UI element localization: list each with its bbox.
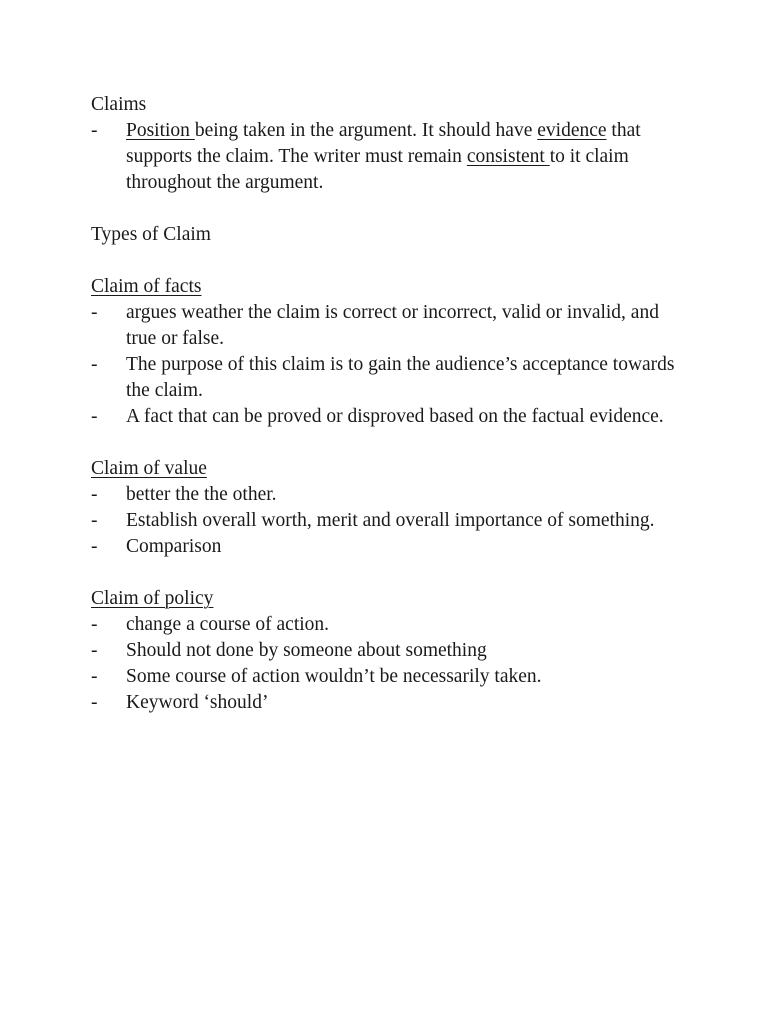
claims-text-1: being taken in the argument. It should have (194, 120, 538, 141)
types-heading: Types of Claim (91, 224, 211, 245)
list-item-text: change a course of action. (126, 614, 330, 635)
spacer (91, 196, 691, 222)
section-heading-value: Claim of value (91, 458, 207, 479)
value-list (91, 482, 691, 560)
list-item (91, 508, 691, 534)
list-item-text: argues weather the claim is correct or incorrect, valid or invalid, and true or false. (126, 302, 659, 349)
bullet-dash: - (91, 120, 98, 141)
list-item-text: Keyword ‘should’ (126, 692, 269, 713)
list-item (91, 404, 691, 430)
section-heading-policy: Claim of policy (91, 588, 214, 609)
list-item (91, 612, 691, 638)
list-item-text: The purpose of this claim is to gain the audience’s acceptance towards the claim. (126, 354, 675, 401)
list-item-text: A fact that can be proved or disproved based on the factual evidence. (126, 406, 664, 427)
spacer (91, 248, 691, 274)
facts-list (91, 300, 691, 430)
list-item (91, 638, 691, 664)
list-item-text: Should not done by someone about something (126, 640, 487, 661)
list-item-text: Establish overall worth, merit and overall importance of something. (126, 510, 655, 531)
claims-list (91, 118, 691, 196)
spacer (91, 430, 691, 456)
list-item-text: Comparison (126, 536, 222, 557)
underlined-term-evidence: evidence (537, 120, 607, 141)
bullet-dash: - (91, 666, 98, 687)
list-item (91, 690, 691, 716)
list-item (91, 300, 691, 352)
list-item (91, 534, 691, 560)
bullet-dash: - (91, 302, 98, 323)
bullet-dash: - (91, 510, 98, 531)
bullet-dash: - (91, 354, 98, 375)
section-heading-facts: Claim of facts (91, 276, 202, 297)
bullet-dash: - (91, 692, 98, 713)
list-item (91, 482, 691, 508)
bullet-dash: - (91, 640, 98, 661)
bullet-dash: - (91, 406, 98, 427)
bullet-dash: - (91, 484, 98, 505)
spacer (91, 560, 691, 586)
list-item (91, 664, 691, 690)
bullet-dash: - (91, 536, 98, 557)
list-item-text: Some course of action wouldn’t be necessarily taken. (126, 666, 542, 687)
bullet-dash: - (91, 614, 98, 635)
document-page (91, 92, 691, 716)
claims-text-3: to it claim throughout the argument. (126, 146, 629, 193)
claims-heading: Claims (91, 94, 147, 115)
underlined-term-consistent: consistent (466, 146, 550, 167)
list-item-text: better the the other. (126, 484, 277, 505)
policy-list (91, 612, 691, 716)
list-item (91, 118, 691, 196)
underlined-term-position: Position (126, 120, 195, 141)
list-item (91, 352, 691, 404)
claims-text-2: that supports the claim. The writer must remain (126, 120, 641, 167)
